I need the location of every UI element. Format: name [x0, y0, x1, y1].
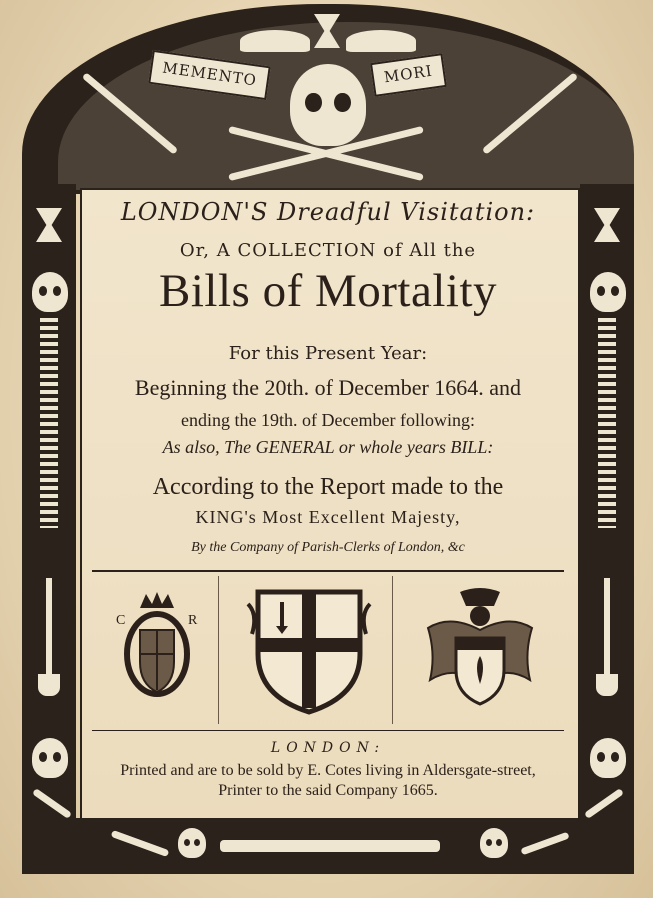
divider — [392, 576, 393, 724]
title-line-9: KING's Most Excellent Majesty, — [195, 507, 461, 527]
cipher-left: C — [116, 613, 126, 628]
skull-icon — [590, 738, 626, 778]
skull-icon — [480, 828, 508, 858]
skeleton-icon — [598, 318, 616, 528]
right-wing-icon — [346, 30, 416, 52]
title-line-5: Beginning the 20th. of December 1664. and — [134, 375, 522, 400]
scythe-icon — [220, 840, 440, 852]
imprint-city: LONDON: — [270, 740, 386, 756]
skull-icon — [32, 738, 68, 778]
divider — [218, 576, 219, 724]
title-line-6: ending the 19th. of December following: — [181, 410, 475, 430]
city-arms-icon — [244, 584, 374, 716]
title-line-4: For this Present Year: — [228, 343, 428, 364]
spade-icon — [46, 578, 52, 678]
skeleton-icon — [40, 318, 58, 528]
title-line-7: As also, The GENERAL or whole years BILL: — [162, 437, 494, 457]
cipher-right: R — [188, 613, 198, 628]
spade-icon — [604, 578, 610, 678]
title-line-8: According to the Report made to the — [152, 474, 504, 500]
title-line-1: LONDON'S Dreadful Visitation: — [120, 198, 536, 226]
skull-icon — [178, 828, 206, 858]
company-arms-icon — [420, 584, 540, 716]
skull-icon — [32, 272, 68, 312]
memento-banner: MEMENTO — [148, 50, 271, 100]
skull-icon — [290, 64, 366, 146]
divider — [92, 730, 564, 731]
royal-arms-icon — [112, 590, 202, 710]
imprint-line-2: Printer to the said Company 1665. — [218, 782, 438, 799]
left-wing-icon — [240, 30, 310, 52]
title-line-2: Or, A COLLECTION of All the — [179, 240, 477, 261]
title-line-10: By the Company of Parish-Clerks of London, &c — [191, 540, 465, 555]
main-title: Bills of Mortality — [159, 265, 497, 317]
skull-icon — [590, 272, 626, 312]
imprint-line-1: Printed and are to be sold by E. Cotes living in Aldersgate-street, — [120, 762, 536, 779]
divider — [92, 570, 564, 572]
mori-banner: MORI — [370, 53, 447, 97]
